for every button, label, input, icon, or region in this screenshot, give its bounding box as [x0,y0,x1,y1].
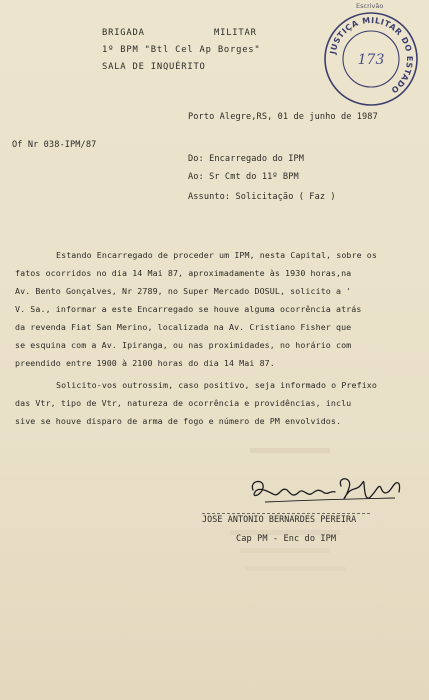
to-line: Ao: Sr Cmt do 11º BPM [188,172,299,182]
paragraph-1-line: Estando Encarregado de proceder um IPM, nesta Capital, sobre os [56,250,377,260]
court-stamp [322,10,420,108]
paragraph-1-line: Av. Bento Gonçalves, Nr 2789, no Super Mercado DOSUL, solicito a ' [15,286,352,296]
paragraph-1-line: se esquina com a Av. Ipiranga, ou nas proximidades, no horário com [15,340,352,350]
paragraph-1-line: V. Sa., informar a este Encarregado se houve alguma ocorrência atrás [15,304,362,314]
header-militar: MILITAR [214,28,257,38]
bleed-through-mark [245,566,345,571]
paragraph-2-line: das Vtr, tipo de Vtr, natureza de ocorrência e providências, inclu [15,398,352,408]
paragraph-1-line: fatos ocorridos no dia 14 Mai 87, aproximadamente às 1930 horas,na [15,268,352,278]
from-line: Do: Encarregado do IPM [188,154,305,164]
office-reference: Of Nr 038-IPM/87 [12,140,97,150]
signer-name: JOSE ANTONIO BERNARDES PEREIRA [202,514,357,524]
place-date: Porto Alegre,RS, 01 de junho de 1987 [188,112,378,122]
bleed-through-mark [240,548,330,553]
paragraph-1-line: preendido entre 1900 à 2100 horas do dia 14 Mai 87. [15,358,275,368]
stamp-ring-text: JUSTIÇA MILITAR DO ESTADO [328,15,415,96]
header-inquiry-room: SALA DE INQUÉRITO [102,62,206,72]
header-brigada: BRIGADA [102,28,145,38]
handwritten-signature [245,472,405,512]
subject-line: Assunto: Solicitação ( Faz ) [188,192,336,202]
paragraph-1-line: da revenda Fiat San Merino, localizada na Av. Cristiano Fisher que [15,322,352,332]
stamp-label: Escrivão [356,2,384,10]
paragraph-2-line: sive se houve disparo de arma de fogo e número de PM envolvidos. [15,416,342,426]
bleed-through-mark [250,448,330,453]
signer-title: Cap PM - Enc do IPM [236,534,337,544]
paragraph-2-line: Solicito-vos outrossim, caso positivo, seja informado o Prefixo [56,380,377,390]
header-battalion: 1º BPM "Btl Cel Ap Borges" [102,45,261,55]
stamp-page-number: 173 [357,52,385,68]
